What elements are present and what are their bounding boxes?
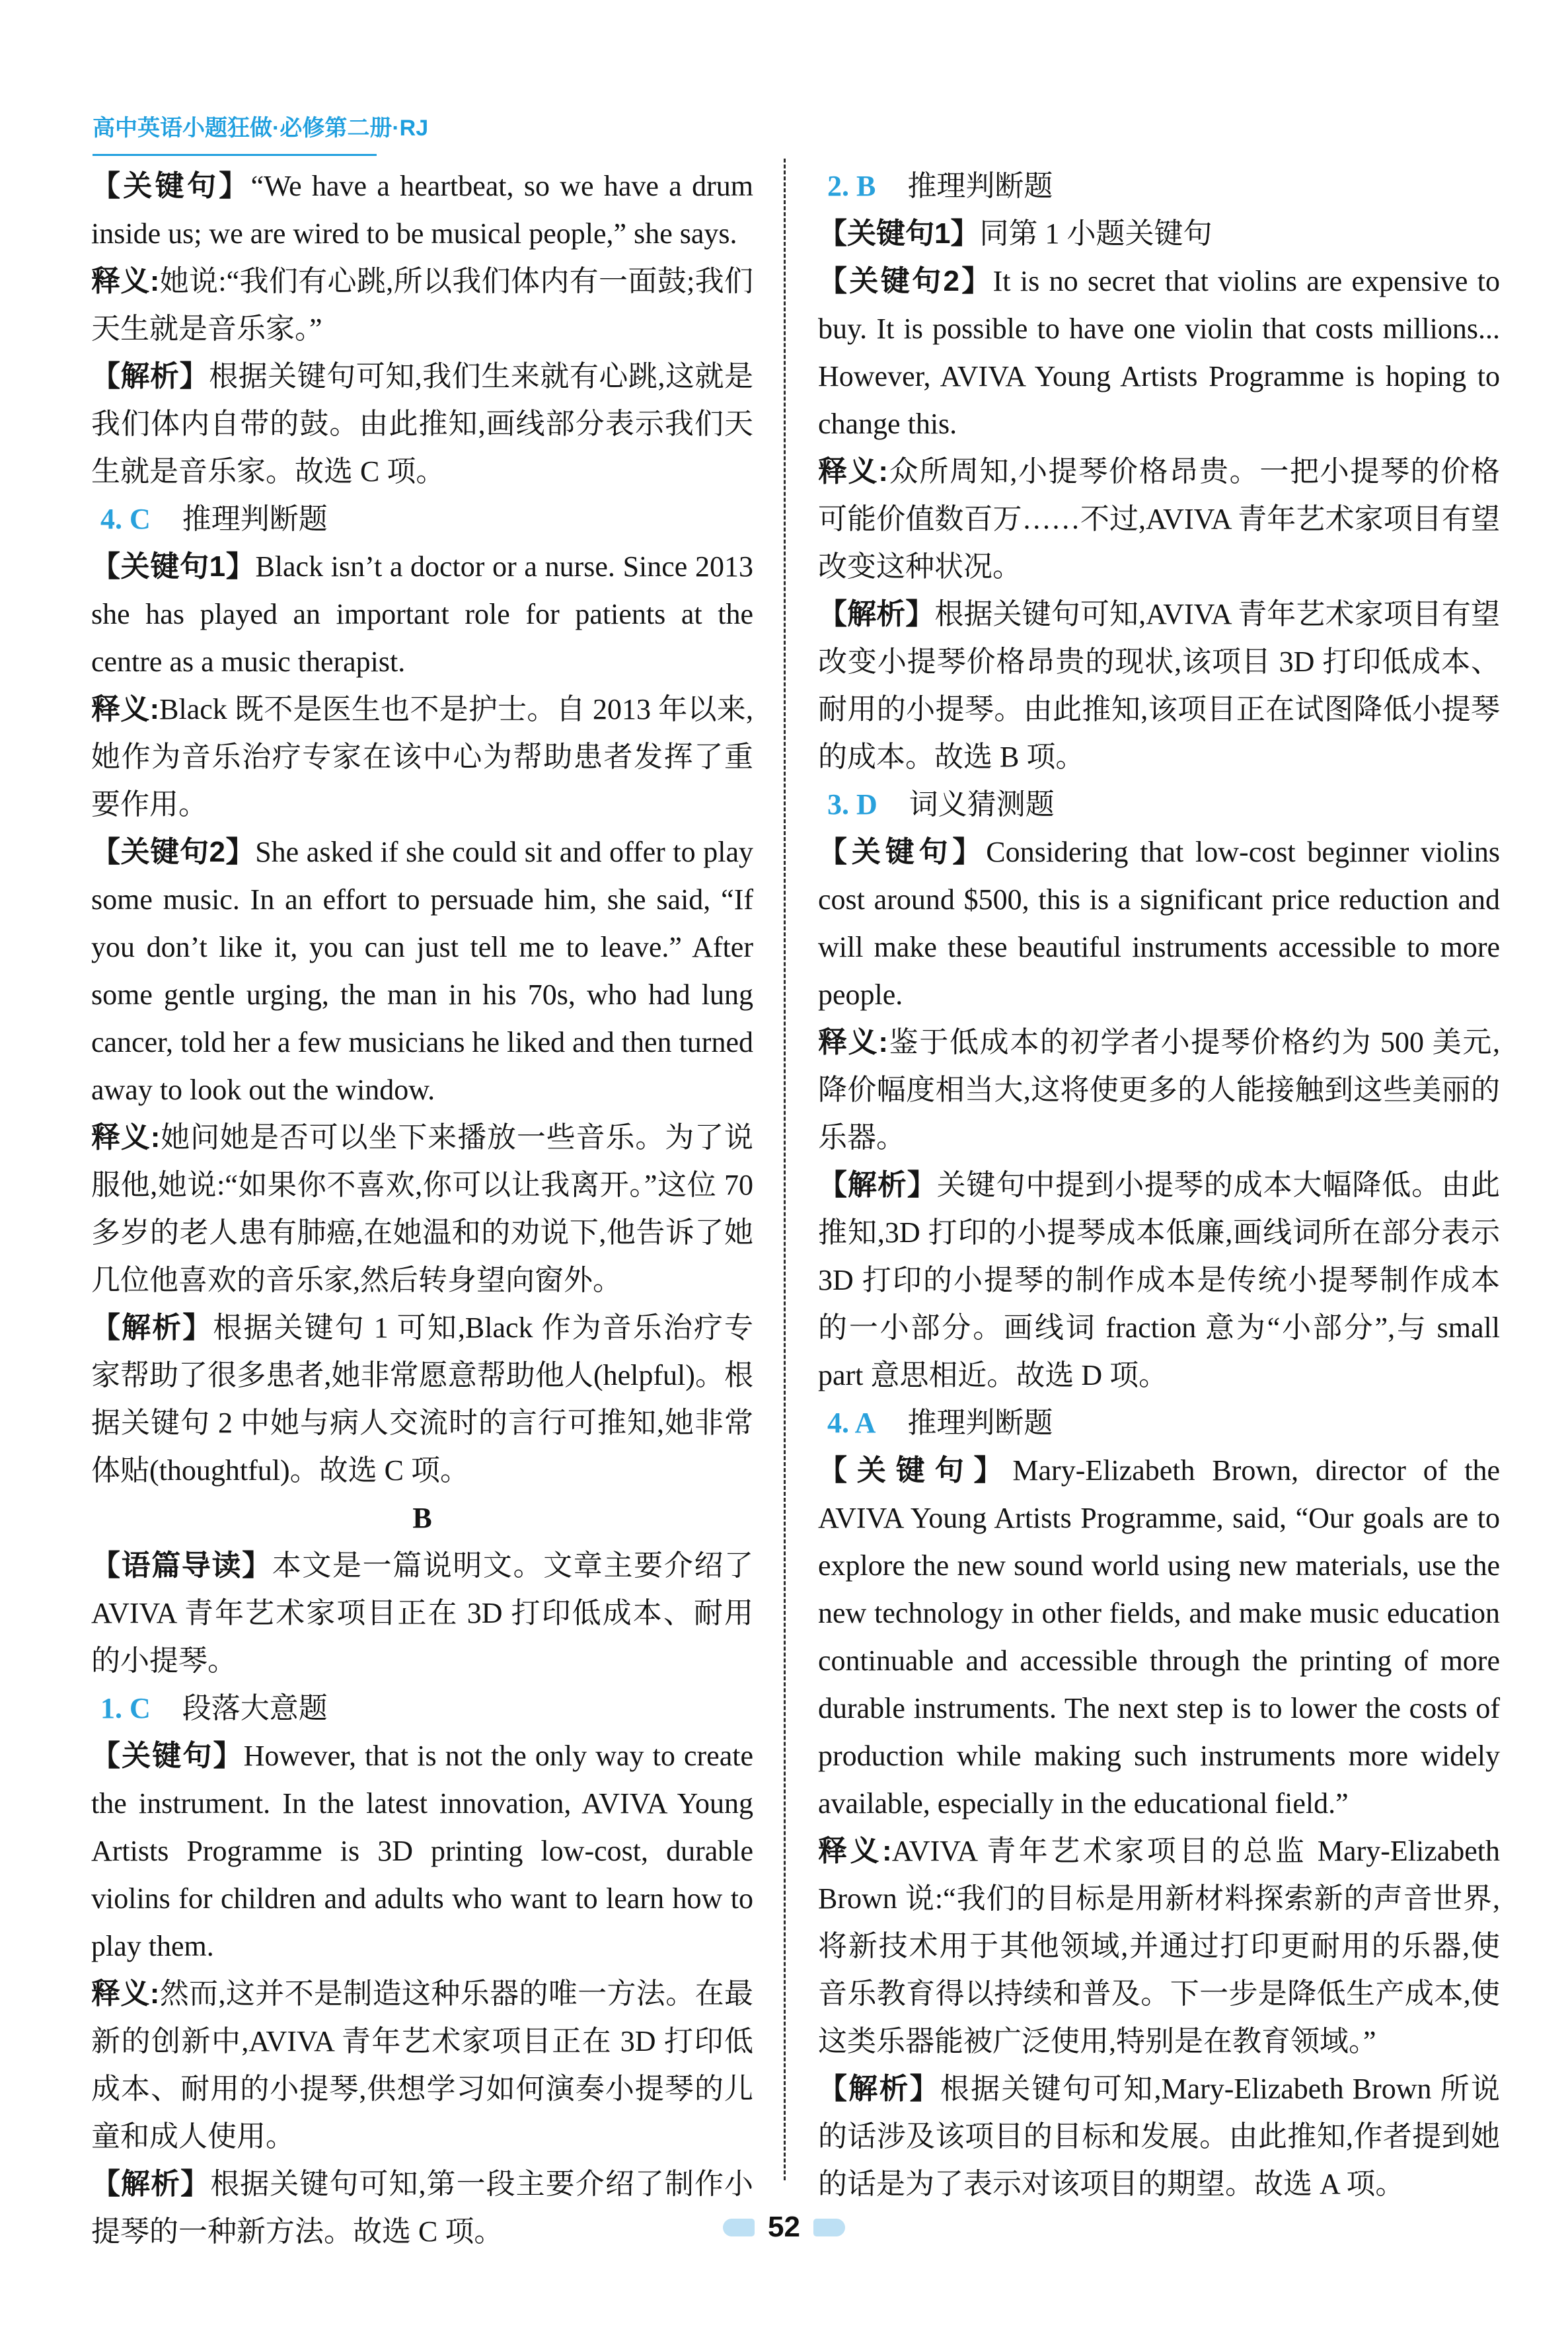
paragraph-text: 同第 1 小题关键句 <box>979 217 1213 250</box>
paragraph-text: Considering that low-cost beginner violins cost around $500, this is a significant price reduction and will make these beautiful instruments accessible to more people. <box>818 836 1501 1011</box>
question-answer: 3. D <box>827 788 877 821</box>
translation-marker: 释义: <box>91 1977 160 2010</box>
key-sentence-paragraph <box>91 163 753 258</box>
translation-paragraph <box>818 448 1500 591</box>
question-type-label: 推理判断题 <box>907 1407 1053 1439</box>
paragraph-text: 鉴于低成本的初学者小提琴价格约为 500 美元,降价幅度相当大,这将使更多的人能接触到这些美丽的乐器。 <box>818 1026 1501 1154</box>
footer-pill-right-icon <box>813 2219 845 2236</box>
left-column <box>91 163 753 2256</box>
paragraph-text: Black isn’t a doctor or a nurse. Since 2013 she has played an important role for patients at the centre as a music therapist. <box>91 550 753 678</box>
translation-paragraph <box>91 1114 753 1304</box>
key-sentence-paragraph <box>91 829 753 1114</box>
paragraph-text: She asked if she could sit and offer to play some music. In an effort to persuade him, she said, “If you don’t like it, you can just tell me to leave.” After some gentle urging, the man in his 70s, who had lung cancer, told her a few musicians he liked and then turned away to look out the window. <box>91 836 753 1106</box>
translation-marker: 释义: <box>91 1121 161 1154</box>
translation-marker: 释义: <box>818 455 888 488</box>
translation-marker: 释义: <box>818 1835 892 1867</box>
page-footer <box>0 2211 1568 2244</box>
answer-line <box>91 496 753 543</box>
paragraph-text: However, that is not the only way to create the instrument. In the latest innovation, AVIVA Young Artists Programme is 3D printing low-cost, durable violins for children and adults who want to learn how to play them. <box>91 1740 753 1962</box>
paragraph-text: 根据关键句可知,AVIVA 青年艺术家项目有望改变小提琴价格昂贵的现状,该项目 3D 打印低成本、耐用的小提琴。由此推知,该项目正在试图降低小提琴的成本。故选 B 项。 <box>818 598 1500 773</box>
paragraph-text: “We have a heartbeat, so we have a drum inside us; we are wired to be musical people,” she says. <box>91 170 754 250</box>
key-sentence-paragraph <box>818 829 1500 1019</box>
analysis-paragraph <box>91 1304 753 1495</box>
paragraph-text: 根据关键句可知,Mary-Elizabeth Brown 所说的话涉及该项目的目标和发展。由此推知,作者提到她的话是为了表示对该项目的期望。故选 A 项。 <box>818 2073 1501 2200</box>
paragraph-text: 关键句中提到小提琴的成本大幅降低。由此推知,3D 打印的小提琴成本低廉,画线词所在部分表示 3D 打印的小提琴的制作成本是传统小提琴制作成本的一小部分。画线词 fraction 意为“小部分”,与 small part 意思相近。故选 D 项。 <box>818 1169 1501 1391</box>
question-type-label: 段落大意题 <box>182 1692 328 1724</box>
paragraph-text: 她问她是否可以坐下来播放一些音乐。为了说服他,她说:“如果你不喜欢,你可以让我离开。”这位 70 多岁的老人患有肺癌,在她温和的劝说下,他告诉了她几位他喜欢的音乐家,然后转身望向窗外。 <box>91 1121 754 1296</box>
analysis-paragraph <box>91 353 753 496</box>
translation-paragraph <box>91 258 753 353</box>
paragraph-text: Black 既不是医生也不是护士。自 2013 年以来,她作为音乐治疗专家在该中心为帮助患者发挥了重要作用。 <box>91 693 753 821</box>
translation-marker: 释义: <box>818 1026 888 1058</box>
key-sentence-paragraph <box>818 210 1500 258</box>
analysis-marker: 【解析】 <box>91 1311 213 1344</box>
column-divider <box>784 159 786 2180</box>
translation-marker: 释义: <box>91 693 160 725</box>
translation-paragraph <box>91 686 753 829</box>
question-type-label: 推理判断题 <box>182 503 328 535</box>
paragraph-text: AVIVA 青年艺术家项目的总监 Mary-Elizabeth Brown 说:“我们的目标是用新材料探索新的声音世界,将新技术用于其他领域,并通过打印更耐用的乐器,使音乐教育得以持续和普及。下一步是降低生产成本,使这类乐器能被广泛使用,特别是在教育领域。” <box>818 1835 1501 2057</box>
paragraph-text: 然而,这并不是制造这种乐器的唯一方法。在最新的创新中,AVIVA 青年艺术家项目正在 3D 打印低成本、耐用的小提琴,供想学习如何演奏小提琴的儿童和成人使用。 <box>91 1977 754 2153</box>
key-sentence-marker: 【关键句】 <box>91 170 251 202</box>
question-type-label: 推理判断题 <box>907 170 1053 202</box>
paragraph-text: Mary-Elizabeth Brown, director of the AVIVA Young Artists Programme, said, “Our goals are to explore the new sound world using new materials, use the new technology in other fields, and make music education continuable and accessible through the printing of more durable instruments. The next step is to lower the costs of production while making such instruments more widely available, especially in the educational field.” <box>818 1454 1501 1820</box>
page-number: 52 <box>768 2211 800 2243</box>
question-answer: 4. A <box>827 1407 876 1439</box>
analysis-marker: 【解析】 <box>818 2073 940 2105</box>
analysis-marker: 【解析】 <box>818 1169 937 1201</box>
paragraph-text: 她说:“我们有心跳,所以我们体内有一面鼓;我们天生就是音乐家。” <box>91 265 753 345</box>
paragraph-text: 根据关键句可知,第一段主要介绍了制作小提琴的一种新方法。故选 C 项。 <box>91 2168 754 2248</box>
key-sentence-marker: 【关键句2】 <box>818 265 993 297</box>
paragraph-text: 众所周知,小提琴价格昂贵。一把小提琴的价格可能价值数百万……不过,AVIVA 青年艺术家项目有望改变这种状况。 <box>818 455 1501 583</box>
answer-line <box>818 1399 1500 1447</box>
footer-pill-left-icon <box>723 2219 755 2236</box>
header-underline <box>93 154 377 156</box>
question-type-label: 词义猜测题 <box>909 788 1055 821</box>
key-sentence-paragraph <box>91 543 753 686</box>
analysis-marker: 【解析】 <box>818 598 935 630</box>
paragraph-text: It is no secret that violins are expensive to buy. It is possible to have one violin that costs millions... However, AVIVA Young Artists Programme is hoping to change this. <box>818 265 1500 440</box>
analysis-paragraph <box>818 1162 1500 1399</box>
translation-marker: 释义: <box>91 265 160 297</box>
analysis-marker: 【解析】 <box>91 360 209 392</box>
analysis-marker: 【解析】 <box>91 2168 211 2200</box>
key-sentence-paragraph <box>818 1447 1500 1827</box>
paragraph-text: 根据关键句可知,我们生来就有心跳,这就是我们体内自带的鼓。由此推知,画线部分表示我们天生就是音乐家。故选 C 项。 <box>91 360 754 488</box>
answer-line <box>91 1685 753 1732</box>
book-title: 高中英语小题狂做·必修第二册·RJ <box>93 116 429 141</box>
analysis-paragraph <box>818 2065 1500 2208</box>
passage-intro-paragraph <box>91 1542 753 1685</box>
translation-paragraph <box>818 1827 1500 2065</box>
key-sentence-marker: 【关键句】 <box>818 836 987 868</box>
translation-paragraph <box>91 1970 753 2160</box>
paragraph-text: 本文是一篇说明文。文章主要介绍了 AVIVA 青年艺术家项目正在 3D 打印低成本、耐用的小提琴。 <box>91 1549 754 1677</box>
question-answer: 4. C <box>100 503 151 535</box>
translation-paragraph <box>818 1019 1500 1162</box>
key-sentence-marker: 【关键句1】 <box>818 217 980 250</box>
key-sentence-paragraph <box>818 258 1500 448</box>
answer-line <box>818 781 1500 829</box>
key-sentence-marker: 【关键句2】 <box>91 836 256 868</box>
key-sentence-paragraph <box>91 1732 753 1970</box>
analysis-paragraph <box>818 591 1500 781</box>
question-answer: 2. B <box>827 170 876 202</box>
key-sentence-marker: 【关键句】 <box>818 1454 1013 1487</box>
key-sentence-marker: 【关键句】 <box>91 1740 244 1772</box>
paragraph-text: 根据关键句 1 可知,Black 作为音乐治疗专家帮助了很多患者,她非常愿意帮助他人(helpful)。根据关键句 2 中她与病人交流时的言行可推知,她非常体贴(thoughtful)。故选 C 项。 <box>91 1311 753 1487</box>
key-sentence-marker: 【关键句1】 <box>91 550 256 583</box>
question-answer: 1. C <box>100 1692 151 1724</box>
passage-intro-marker: 【语篇导读】 <box>91 1549 272 1582</box>
right-column <box>818 163 1500 2208</box>
passage-section-label: B <box>412 1502 432 1534</box>
answer-line <box>818 163 1500 210</box>
